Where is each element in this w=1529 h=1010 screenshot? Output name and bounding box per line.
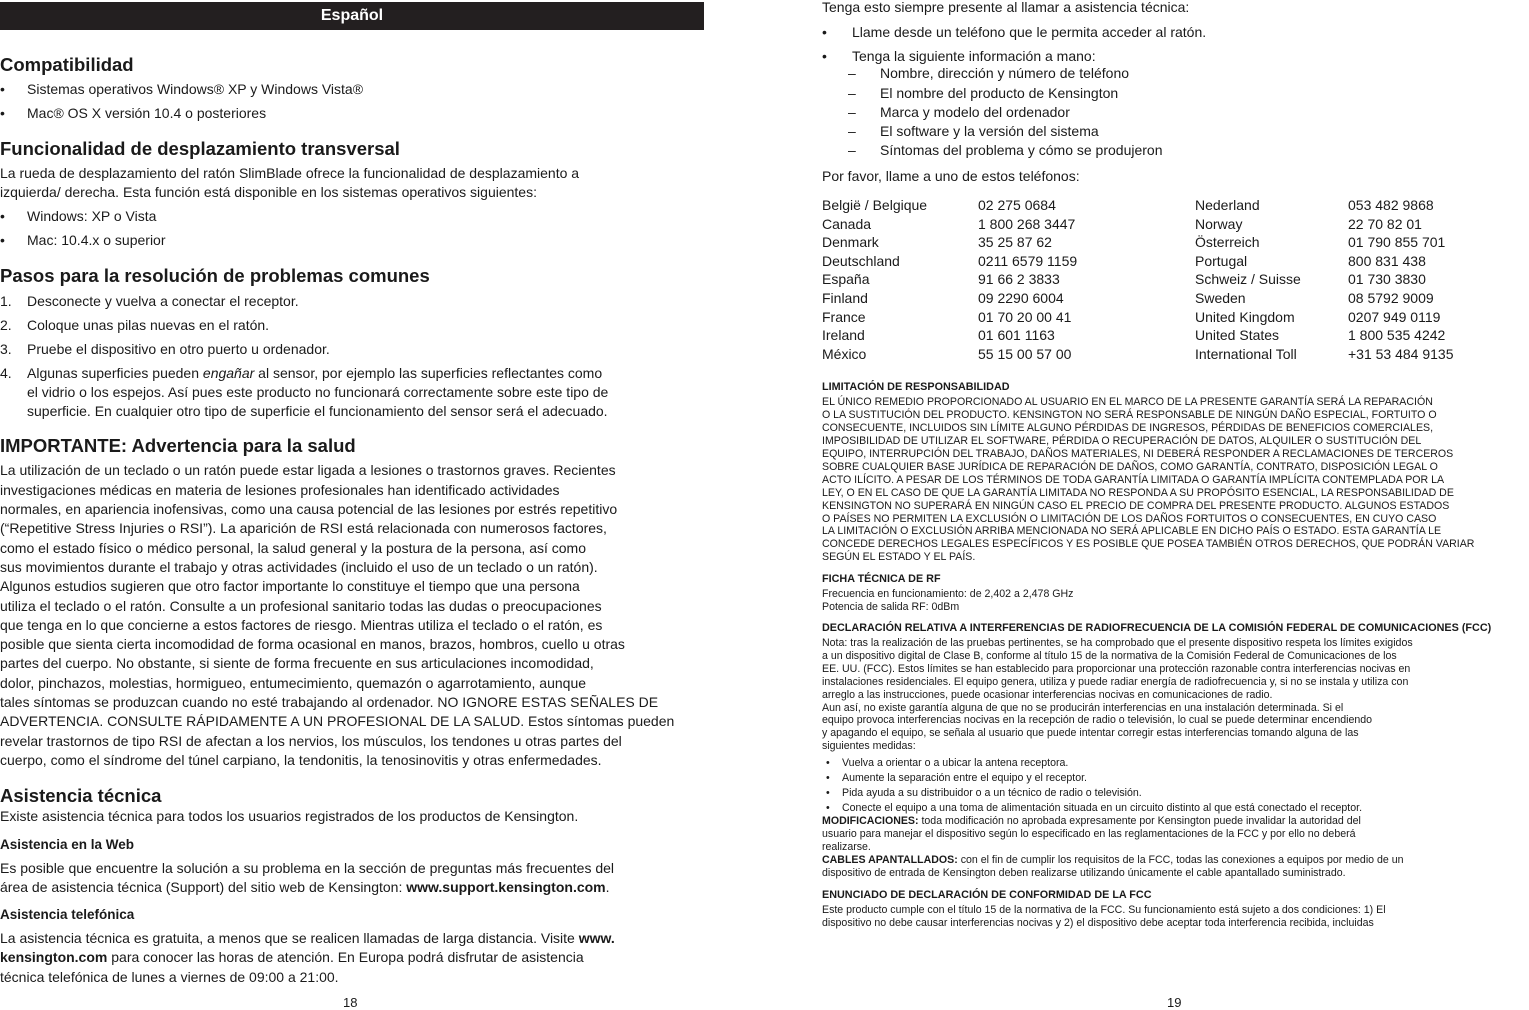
- rf-title: FICHA TÉCNICA DE RF: [822, 573, 941, 586]
- call-intro: Tenga esto siempre presente al llamar a asistencia técnica:: [822, 0, 1190, 15]
- list-item: – Síntomas del problema y cómo se produjeron: [848, 142, 1163, 159]
- support-link[interactable]: www.support.kensington.com: [406, 878, 606, 895]
- page-number-right: 19: [1167, 995, 1182, 1010]
- health-title: IMPORTANTE: Advertencia para la salud: [0, 435, 356, 457]
- cables-text: CABLES APANTALLADOS: con el fin de cumplir los requisitos de la FCC, todas las conexiones a equipos por medio de un dispositivo de entrada de Kensington deben realizarse utilizando únicamente el cable apantallado suministrado.: [822, 854, 1404, 879]
- compat-title: Compatibilidad: [0, 54, 134, 75]
- list-item: • Windows: XP o Vista: [0, 207, 157, 224]
- list-item: • Vuelva a orientar o a ubicar la antena receptora.: [826, 757, 1069, 770]
- kensington-link-part2[interactable]: kensington.com: [0, 949, 108, 966]
- liability-title: LIMITACIÓN DE RESPONSABILIDAD: [822, 381, 1010, 394]
- scroll-text: La rueda de desplazamiento del ratón SlimBlade ofrece la funcionalidad de desplazamiento a izquierda/ derecha. Esta función está disponible en los sistemas operativos siguientes:: [0, 165, 580, 201]
- list-item: – El software y la versión del sistema: [848, 123, 1099, 140]
- support-title: Asistencia técnica: [0, 785, 162, 807]
- liability-text: EL ÚNICO REMEDIO PROPORCIONADO AL USUARIO EN EL MARCO DE LA PRESENTE GARANTÍA SERÁ LA REPARACIÓN O LA SUSTITUCIÓN DEL PRODUCTO. KENSINGTON NO SERÁ RESPONSABLE DE NINGÚN DAÑO ESPECIAL, FORTUITO O CONSECUENTE, INCLUIDOS SIN LÍMITE ALGUNO PÉRDIDAS DE INGRESOS, PÉRDIDAS DE BENEFICIOS COMERCIALES, IMPOSIBILIDAD DE UTILIZAR EL SOFTWARE, PÉRDIDA O RECUPERACIÓN DE DATOS, ALQUILER O SUSTITUCIÓN DEL EQUIPO, INTERRUPCIÓN DEL TRABAJO, DAÑOS MATERIALES, NI DEBERÁ RESPONDER A RECLAMACIONES DE TERCEROS SOBRE CUALQUIER BASE JURÍDICA DE REPARACIÓN DE DAÑOS, COMO GARANTÍA, CONTRATO, DISPOSICIÓN LEGAL O ACTO ILÍCITO. A PESAR DE LOS TÉRMINOS DE TODA GARANTÍA LIMITADA O GARANTÍA IMPLÍCITA CONTEMPLADA POR LA LEY, O EN EL CASO DE QUE LA GARANTÍA LIMITADA NO RESPONDA A SU PROPÓSITO ESENCIAL, LA RESPONSABILIDAD DE KENSINGTON NO SUPERARÁ EN NINGÚN CASO EL PRECIO DE COMPRA DEL PRESENTE PRODUCTO. ALGUNOS ESTADOS O PAÍSES NO PERMITEN LA EXCLUSIÓN O LIMITACIÓN DE LOS DAÑOS FORTUITOS O CONSECUENTES, EN CUYO CASO LA LIMITACIÓN O EXCLUSIÓN ARRIBA MENCIONADA NO SERÁ APLICABLE EN DICHO PAÍS O ESTADO. ESTA GARANTÍA LE CONCEDE DERECHOS LEGALES ESPECÍFICOS Y ES POSIBLE QUE POSEA TAMBIÉN OTROS DERECHOS, QUE PODRÁN VARIAR SEGÚN EL ESTADO Y EL PAÍS.: [822, 396, 1475, 564]
- scroll-list: [0, 204, 704, 252]
- list-item: • Tenga la siguiente información a mano:: [822, 48, 1096, 65]
- phone-table: België / Belgique Canada Denmark Deutschland España Finland France Ireland México 02 275 0684 1 800 268 3447 35 25 87 62 0211 6579 1159 91 66 2 3833 09 2290 6004 01 70 20 00 41 01 601 1163 55 15 00 57 00 Nederland Norway Österreich Portugal Schweiz / Suisse Sweden United Kingdom United States International Toll 053 482 9868 22 70 82 01 01 790 855 701 800 831 438 01 730 3830 08 5792 9009 0207 949 0119 1 800 535 4242 +31 53 484 9135: [822, 197, 1454, 362]
- list-item: – Nombre, dirección y número de teléfono: [848, 65, 1130, 82]
- call-numbers-intro: Por favor, llame a uno de estos teléfonos:: [822, 167, 1080, 184]
- list-item: 1. Desconecte y vuelva a conectar el receptor.: [0, 292, 299, 309]
- fcc-title: DECLARACIÓN RELATIVA A INTERFERENCIAS DE RADIOFRECUENCIA DE LA COMISIÓN FEDERAL DE COMUNICACIONES (FCC): [822, 622, 1492, 635]
- list-item: • Pida ayuda a su distribuidor o a un técnico de radio o televisión.: [826, 786, 1142, 799]
- web-support-text: Es posible que encuentre la solución a su problema en la sección de preguntas más frecuentes del área de asistencia técnica (Support) del sitio web de Kensington: www.support.kensington.com.: [0, 859, 615, 895]
- list-item: • Mac: 10.4.x o superior: [0, 231, 166, 248]
- support-intro: Existe asistencia técnica para todos los usuarios registrados de los productos de Kensington.: [0, 808, 579, 825]
- call-tips: [822, 20, 1529, 160]
- list-item: 3. Pruebe el dispositivo en otro puerto u ordenador.: [0, 340, 330, 357]
- trouble-list: [0, 289, 704, 422]
- trouble-title: Pasos para la resolución de problemas comunes: [0, 264, 430, 286]
- right-page: [822, 0, 1529, 930]
- conformity-text: Este producto cumple con el título 15 de la normativa de la FCC. Su funcionamiento está sujeto a dos condiciones: 1) El dispositivo no debe causar interferencias nocivas y 2) el dispositivo debe aceptar toda interferencia recibida, incluidas: [822, 903, 1386, 929]
- list-item: 2. Coloque unas pilas nuevas en el ratón.: [0, 316, 270, 333]
- kensington-link-part1[interactable]: www.: [578, 930, 615, 947]
- conformity-title: ENUNCIADO DE DECLARACIÓN DE CONFORMIDAD DE LA FCC: [822, 888, 1152, 901]
- list-item: • Conecte el equipo a una toma de alimentación situada en un circuito distinto al que está conectado el receptor.: [826, 801, 1363, 814]
- list-item: • Mac® OS X versión 10.4 o posteriores: [0, 105, 267, 121]
- list-item: • Sistemas operativos Windows® XP y Windows Vista®: [0, 81, 364, 97]
- phone-support-text: La asistencia técnica es gratuita, a menos que se realicen llamadas de larga distancia. Visite www. kensington.com para conocer las horas de atención. En Europa podrá disfrutar de asistencia técnica telefónica de lunes a viernes de 09:00 a 21:00.: [0, 930, 615, 985]
- page-number-left: 18: [343, 995, 358, 1010]
- fcc-text: Nota: tras la realización de las pruebas pertinentes, se ha comprobado que el presente dispositivo respeta los límites exigidos a un dispositivo digital de Clase B, conforme al título 15 de la normativa de la Comisión Federal de Comunicaciones de los EE. UU. (FCC). Estos límites se han establecido para proporcionar una protección razonable contra interferencias nocivas en instalaciones residenciales. El equipo genera, utiliza y puede radiar energía de radiofrecuencia y, si no se instala y utiliza con arreglo a las instrucciones, puede ocasionar interferencias nocivas en comunicaciones de radio. Aun así, no existe garantía alguna de que no se producirán interferencias en una instalación determinada. Si el equipo provoca interferencias nocivas en la recepción de radio o televisión, lo cual se puede determinar encendiendo y apagando el equipo, se señala al usuario que puede intentar corregir estas interferencias tomando alguna de las siguientes medidas:: [822, 637, 1413, 753]
- rf-text: Frecuencia en funcionamiento: de 2,402 a 2,478 GHz Potencia de salida RF: 0dBm: [822, 588, 1074, 614]
- phone-support-title: Asistencia telefónica: [0, 907, 135, 923]
- left-page: [0, 0, 704, 987]
- list-item: 4. Algunas superficies pueden engañar al sensor, por ejemplo las superficies reflectantes como el vidrio o los espejos. Así pues este producto no funcionará correctamente sobre este tipo de superficie. En cualquier otro tipo de superficie el funcionamiento del sensor será el adecuado.: [0, 364, 609, 420]
- list-item: – El nombre del producto de Kensington: [848, 84, 1119, 101]
- scroll-title: Funcionalidad de desplazamiento transversal: [0, 138, 400, 159]
- list-item: • Aumente la separación entre el equipo y el receptor.: [826, 771, 1087, 784]
- compat-list: [0, 77, 704, 125]
- fcc-measures: [822, 756, 1529, 815]
- web-support-title: Asistencia en la Web: [0, 836, 135, 852]
- health-text: La utilización de un teclado o un ratón puede estar ligada a lesiones o trastornos graves. Recientes investigaciones médicas en materia de lesiones profesionales han identificado actividades normales, en apariencia inofensivas, como una causa potencial de las lesiones por estrés repetitivo (“Repetitive Stress Injuries o RSI”). La aparición de RSI está relacionada con numerosos factores, como el estado físico o médico personal, la salud general y la postura de la persona, así como sus movimientos durante el trabajo y otras actividades (incluido el uso de un teclado o un ratón). Algunos estudios sugieren que otro factor importante lo constituye el tiempo que una persona utiliza el teclado o el ratón. Consulte a un profesional sanitario todas las dudas o preocupaciones que tenga en lo que concierne a estos factores de riesgo. Mientras utiliza el teclado o el ratón, es posible que sienta cierta incomodidad de forma ocasional en manos, brazos, hombros, cuello u otras partes del cuerpo. No obstante, si siente de forma frecuente en sus articulaciones incomodidad, dolor, pinchazos, molestias, hormigueo, entumecimiento, quemazón o agarrotamiento, aunque tales síntomas se produzcan cuando no esté trabajando al ordenador. NO IGNORE ESTAS SEÑALES DE ADVERTENCIA. CONSULTE RÁPIDAMENTE A UN PROFESIONAL DE LA SALUD. Estos síntomas pueden revelar trastornos de tipo RSI de afectan a los nervios, los músculos, los tendones u otras partes del cuerpo, como el síndrome del túnel carpiano, la tendonitis, la tenosinovitis y otras enfermedades.: [0, 462, 675, 768]
- modifications-text: MODIFICACIONES: toda modificación no aprobada expresamente por Kensington puede invalidar la autoridad del usuario para manejar el dispositivo según lo especificado en las reglamentaciones de la FCC y por ello no deberá realizarse.: [822, 815, 1361, 854]
- list-item: – Marca y modelo del ordenador: [848, 103, 1070, 120]
- list-item: • Llame desde un teléfono que le permita acceder al ratón.: [822, 24, 1207, 41]
- language-header: Español: [0, 2, 704, 30]
